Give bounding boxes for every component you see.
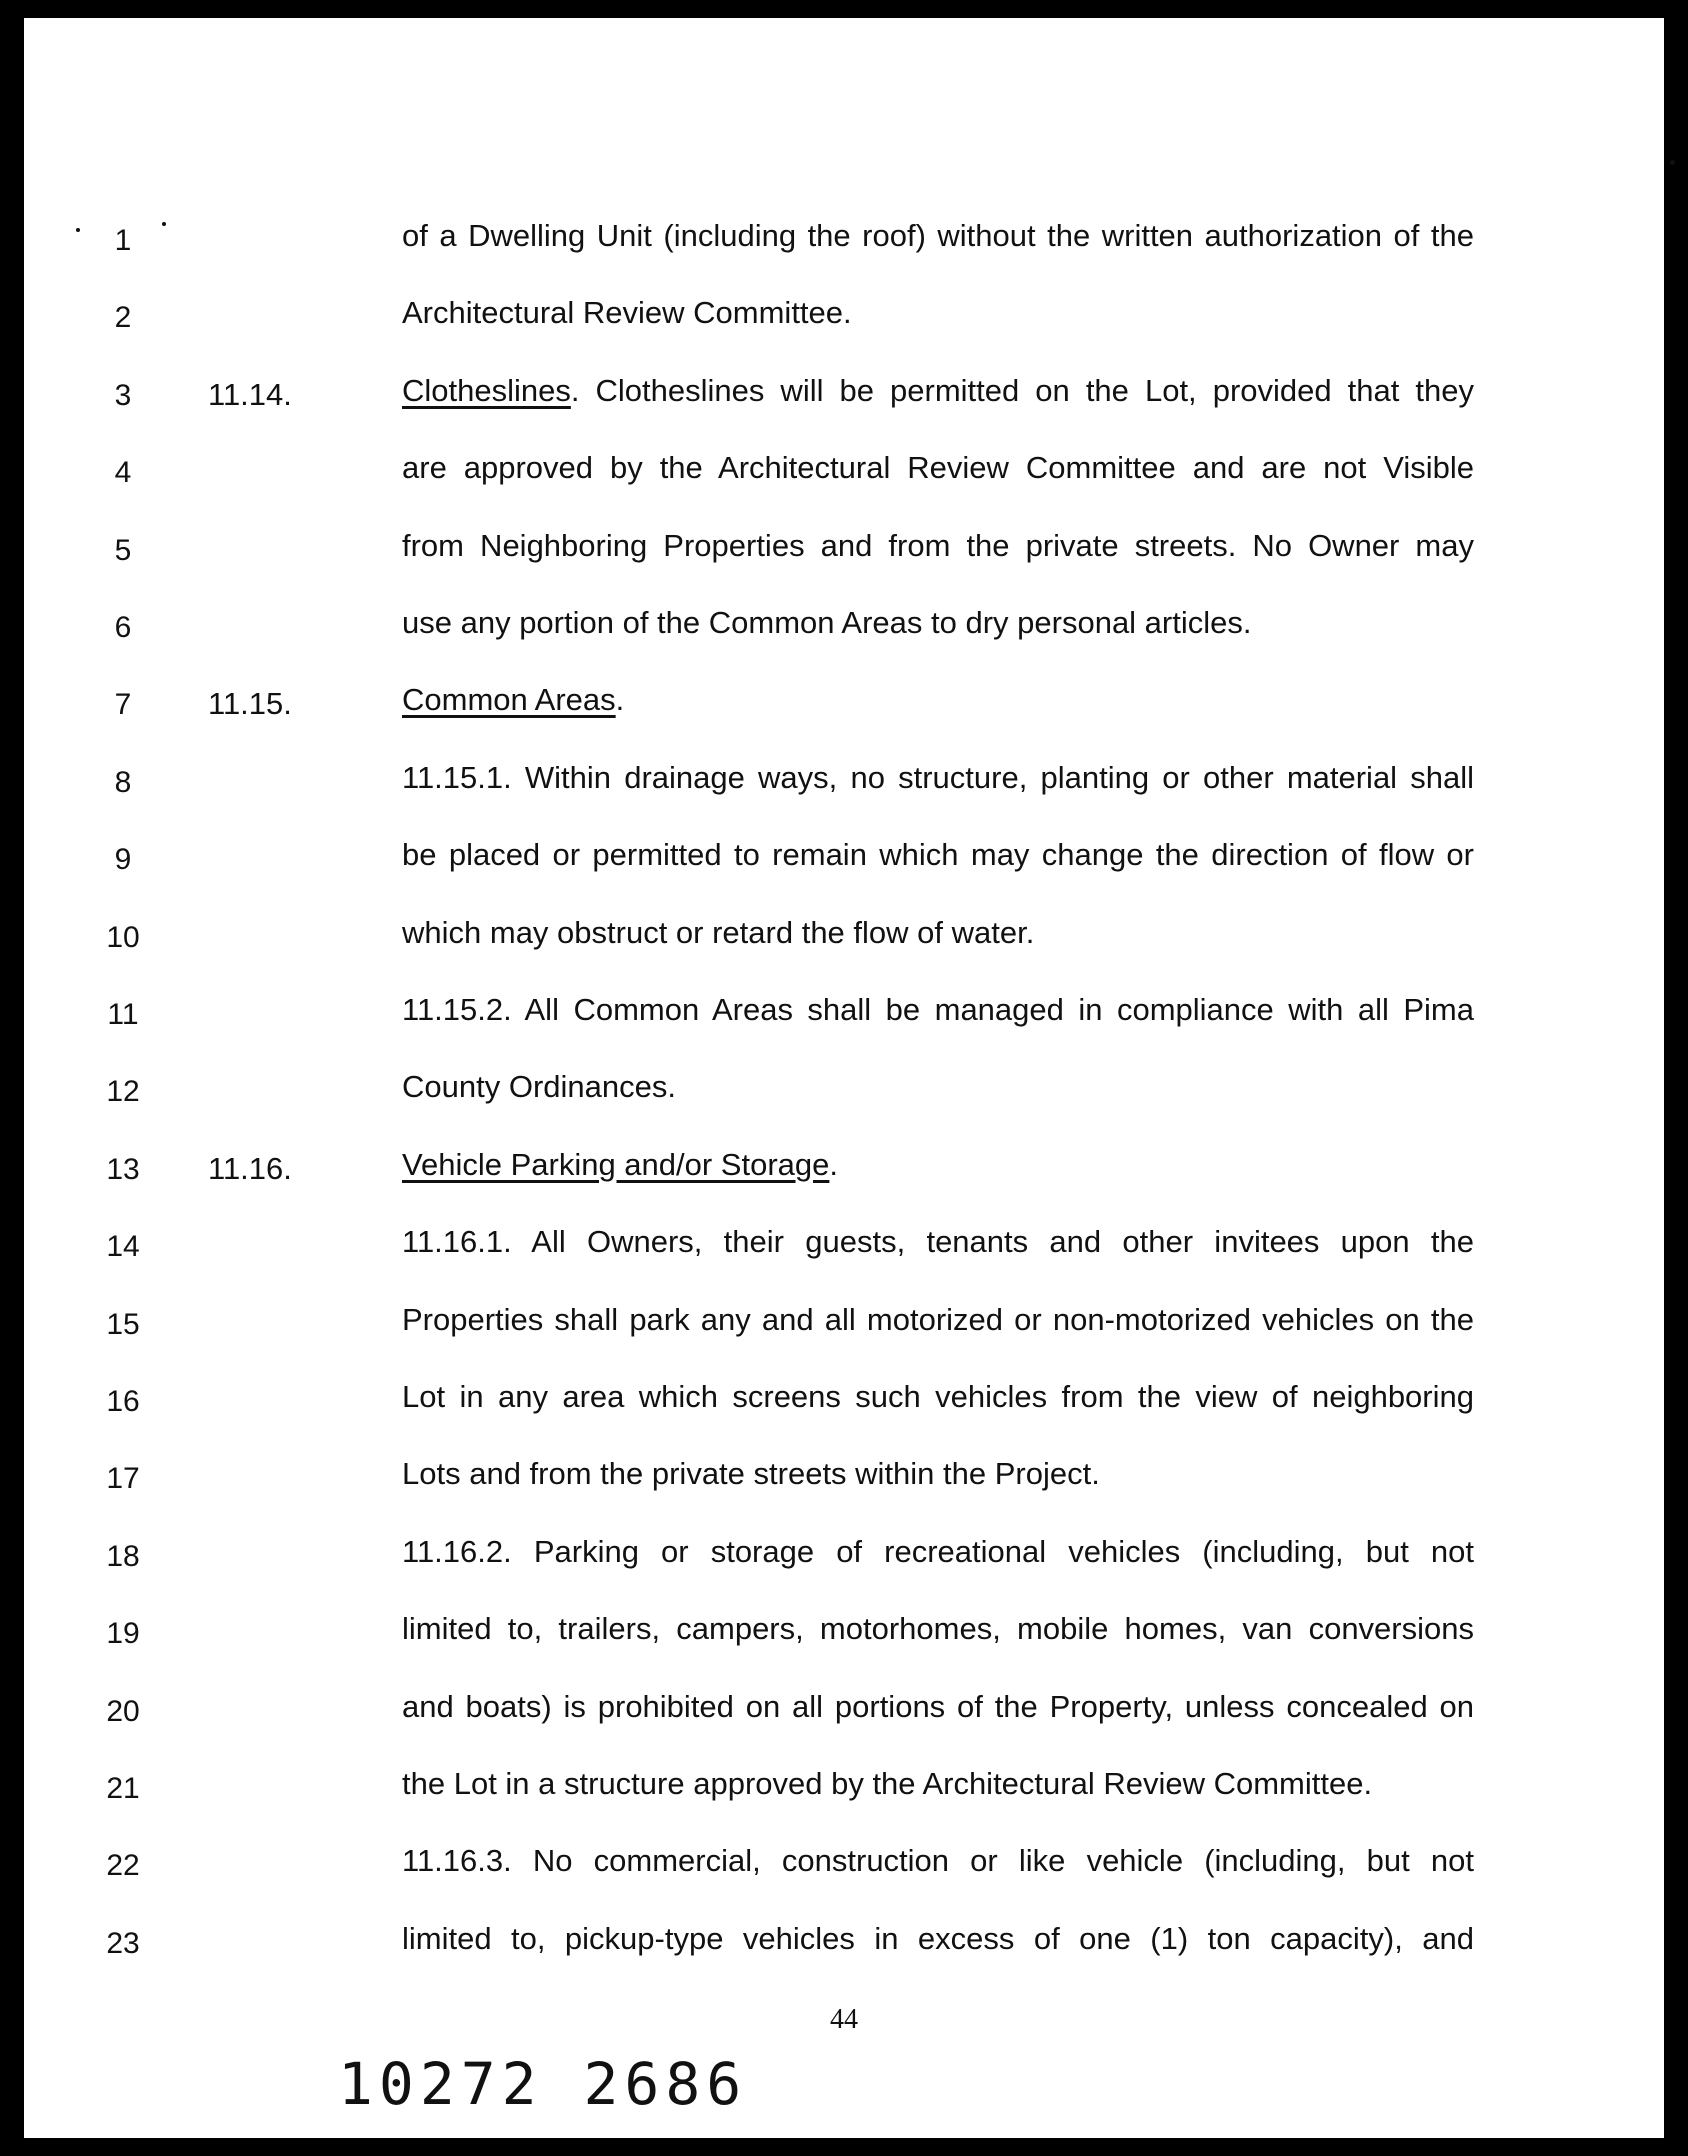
line-number: 23 [106,1926,140,1960]
text-line [0,1760,1688,1820]
section-number: 11.16. [208,1150,292,1186]
text-line [0,444,1688,504]
line-text [402,837,1474,873]
line-text [402,1766,1474,1802]
section-number: 11.15. [208,686,292,722]
text-line [0,1141,1688,1201]
line-text [402,1379,1474,1415]
scan-speck [1670,160,1675,165]
line-body: the Lot in a structure approved by the Architectural Review Committee. [402,1766,1373,1801]
line-text [402,682,1474,718]
text-line [0,1218,1688,1278]
text-line [0,1296,1688,1356]
line-body: are approved by the Architectural Review Committee and are not Visible [402,450,1474,486]
text-line [0,1915,1688,1975]
text-line [0,1450,1688,1510]
line-body: and boats) is prohibited on all portions of the Property, unless concealed on [402,1688,1474,1724]
line-text [402,218,1474,254]
line-body: 11.15.2. All Common Areas shall be managed in compliance with all Pima [402,992,1474,1027]
line-number: 5 [114,533,132,567]
line-text [402,1611,1474,1647]
line-body: Architectural Review Committee. [402,295,852,331]
text-line [0,754,1688,814]
line-text [402,915,1474,951]
line-body: 11.15.1. Within drainage ways, no structure, planting or other material shall [402,759,1474,795]
line-text [402,1069,1474,1105]
text-line [0,1605,1688,1665]
page-number: 44 [830,2004,858,2035]
line-body: be placed or permitted to remain which may change the direction of flow or [402,837,1474,873]
text-line [0,986,1688,1046]
line-number: 16 [106,1385,140,1418]
line-body: limited to, trailers, campers, motorhomes, mobile homes, van conversions [402,1611,1474,1647]
line-body: . Clotheslines will be permitted on the Lot, provided that they [570,372,1474,408]
line-number: 9 [114,843,132,877]
line-text [402,992,1474,1028]
section-heading: Common Areas [402,682,616,718]
line-number: 1 [114,224,132,257]
line-number: 19 [106,1617,140,1651]
line-body: Properties shall park any and all motorized or non-motorized vehicles on the [402,1301,1474,1337]
scan-speck [162,222,166,226]
line-body: . [615,682,625,718]
text-line [0,289,1688,349]
text-line [0,1528,1688,1588]
line-body: Lot in any area which screens such vehicles from the view of neighboring [402,1379,1474,1414]
line-text [402,1456,1474,1492]
line-text [402,1302,1474,1338]
line-body: . [829,1146,839,1182]
recording-stamp: 10272 2686 [338,2050,748,2118]
text-line [0,599,1688,659]
line-text [402,295,1474,331]
line-body: limited to, pickup-type vehicles in excess of one (1) ton capacity), and [402,1920,1474,1956]
line-text [402,1843,1474,1879]
line-body: 11.16.2. Parking or storage of recreational vehicles (including, but not [402,1533,1474,1569]
line-number: 7 [114,688,132,722]
line-body: use any portion of the Common Areas to dry personal articles. [402,605,1252,640]
line-number: 10 [106,920,140,954]
line-number: 18 [106,1539,140,1573]
line-body: Lots and from the private streets within the Project. [402,1456,1100,1492]
line-number: 3 [114,378,132,412]
text-line [0,831,1688,891]
line-number: 12 [106,1075,140,1109]
line-number: 6 [114,611,132,644]
line-text [402,605,1474,641]
text-line [0,1683,1688,1743]
line-body: of a Dwelling Unit (including the roof) without the written authorization of the [402,218,1474,253]
text-line [0,367,1688,427]
line-text [402,373,1474,409]
line-number: 2 [114,301,132,335]
scan-speck [76,228,80,232]
line-body: County Ordinances. [402,1069,676,1105]
line-number: 15 [106,1307,140,1341]
line-number: 21 [106,1772,140,1805]
line-number: 17 [106,1462,140,1496]
line-text [402,1921,1474,1957]
line-number: 20 [106,1694,140,1728]
line-text [402,528,1474,564]
line-number: 22 [106,1849,140,1883]
line-number: 8 [114,765,132,799]
line-text [402,1689,1474,1725]
text-line [0,522,1688,582]
section-heading: Vehicle Parking and/or Storage [402,1146,830,1182]
section-number: 11.14. [208,376,292,412]
line-body: 11.16.1. All Owners, their guests, tenants and other invitees upon the [402,1224,1474,1260]
line-text [402,760,1474,796]
line-text [402,1534,1474,1570]
line-number: 11 [107,998,139,1031]
text-line [0,909,1688,969]
line-number: 14 [106,1230,140,1264]
line-number: 13 [106,1152,140,1186]
text-line [0,1837,1688,1897]
line-text [402,450,1474,486]
line-text [402,1147,1474,1183]
line-body: 11.16.3. No commercial, construction or like vehicle (including, but not [402,1843,1474,1879]
line-body: which may obstruct or retard the flow of water. [402,914,1035,950]
section-heading: Clotheslines [402,372,571,408]
text-line [0,1373,1688,1433]
line-text [402,1224,1474,1260]
text-line [0,212,1688,272]
text-line [0,676,1688,736]
line-body: from Neighboring Properties and from the private streets. No Owner may [402,527,1474,563]
text-line [0,1063,1688,1123]
line-number: 4 [114,456,132,490]
